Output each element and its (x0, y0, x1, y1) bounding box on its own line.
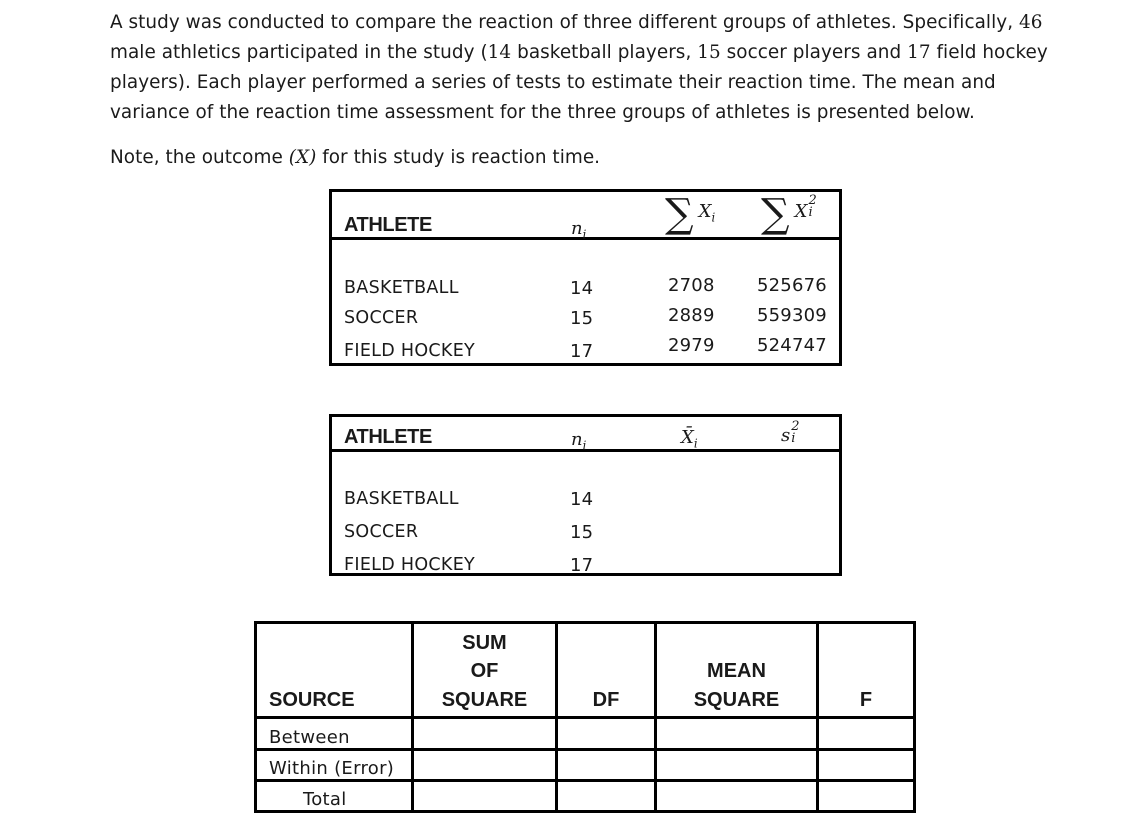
sigma-icon: ∑ (665, 191, 694, 237)
sums-table-row-athlete: BASKETBALL (344, 278, 459, 298)
sums-table-row-athlete: SOCCER (344, 308, 419, 328)
means-table (329, 414, 842, 576)
means-table-row-athlete: BASKETBALL (344, 489, 459, 509)
anova-cell-f[interactable] (818, 781, 915, 812)
means-table-row-athlete: SOCCER (344, 522, 419, 542)
sums-table-row-sum-x: 2979 (668, 335, 715, 356)
intro-n-soccer: 15 (697, 42, 721, 63)
intro-n-basketball: 14 (487, 42, 512, 63)
sums-table-row-sum-x2: 559309 (757, 305, 827, 326)
sums-table-header-sum-x2: ∑ X 2 i (761, 191, 817, 237)
sums-table-row-n: 14 (570, 278, 594, 299)
sums-table-row-n: 15 (570, 308, 594, 329)
sums-table-row-n: 17 (570, 341, 594, 362)
means-table-row-n: 17 (570, 555, 594, 576)
anova-cell-ms[interactable] (656, 718, 818, 750)
means-table-row-athlete: FIELD HOCKEY (344, 555, 476, 575)
anova-header-mean-square: MEAN SQUARE (656, 623, 818, 718)
anova-header-row (256, 623, 915, 718)
anova-cell-df[interactable] (557, 718, 656, 750)
sums-table-header-n: $n_i$ (571, 218, 587, 242)
anova-row (256, 781, 915, 812)
intro-text-5: field hockey players). Each player performed a series of tests to estimate their reaction time. The mean and variance of the reaction time assessment for the three groups of athletes is presented below. (110, 42, 1048, 123)
anova-header-source: SOURCE (256, 623, 413, 718)
sums-table-header-athlete: ATHLETE (344, 214, 432, 236)
sums-table-row-sum-x: 2708 (668, 275, 715, 296)
note-variable: (X) (288, 147, 317, 168)
intro-text-3: basketball players, (517, 42, 692, 63)
anova-row-source: Total (256, 781, 413, 812)
anova-header-sum-of-square: SUM OF SQUARE (413, 623, 557, 718)
anova-cell-f[interactable] (818, 718, 915, 750)
intro-text-1: A study was conducted to compare the reaction of three different groups of athletes. Specifically, (110, 12, 1014, 33)
note-text-post: for this study is reaction time. (322, 147, 601, 168)
sums-table-row-sum-x: 2889 (668, 305, 715, 326)
sums-table-row-sum-x2: 524747 (757, 335, 827, 356)
intro-n-total: 46 (1019, 12, 1043, 33)
anova-row-source: Between (256, 718, 413, 750)
anova-row-source: Within (Error) (256, 750, 413, 781)
anova-cell-ms[interactable] (656, 750, 818, 781)
sigma-icon: ∑ (761, 191, 790, 237)
sums-table (329, 189, 842, 366)
anova-row (256, 718, 915, 750)
means-table-header-athlete: ATHLETE (344, 426, 432, 448)
means-table-row-n: 15 (570, 522, 594, 543)
intro-text-4: soccer players and (726, 42, 902, 63)
intro-n-hockey: 17 (907, 42, 931, 63)
anova-cell-ss[interactable] (413, 750, 557, 781)
sums-table-row-sum-x2: 525676 (757, 275, 827, 296)
anova-header-f: F (818, 623, 915, 718)
anova-header-df: DF (557, 623, 656, 718)
means-table-header-n: $n_i$ (571, 429, 587, 453)
anova-cell-f[interactable] (818, 750, 915, 781)
sums-table-row-athlete: FIELD HOCKEY (344, 341, 476, 361)
anova-row (256, 750, 915, 781)
anova-cell-df[interactable] (557, 781, 656, 812)
note-paragraph (110, 143, 1070, 173)
anova-cell-ss[interactable] (413, 718, 557, 750)
anova-cell-ss[interactable] (413, 781, 557, 812)
anova-table (254, 621, 916, 813)
anova-cell-ms[interactable] (656, 781, 818, 812)
intro-text-2: male athletics participated in the study ( (110, 42, 488, 63)
means-table-header-variance: s 2 i (781, 419, 800, 446)
means-table-row-n: 14 (570, 489, 594, 510)
note-text-pre: Note, the outcome (110, 147, 283, 168)
anova-cell-df[interactable] (557, 750, 656, 781)
means-table-header-mean: $X̄_i$ (681, 427, 698, 451)
sums-table-header-sum-x: ∑ $X_i$ (665, 191, 716, 237)
intro-paragraph (110, 8, 1070, 128)
